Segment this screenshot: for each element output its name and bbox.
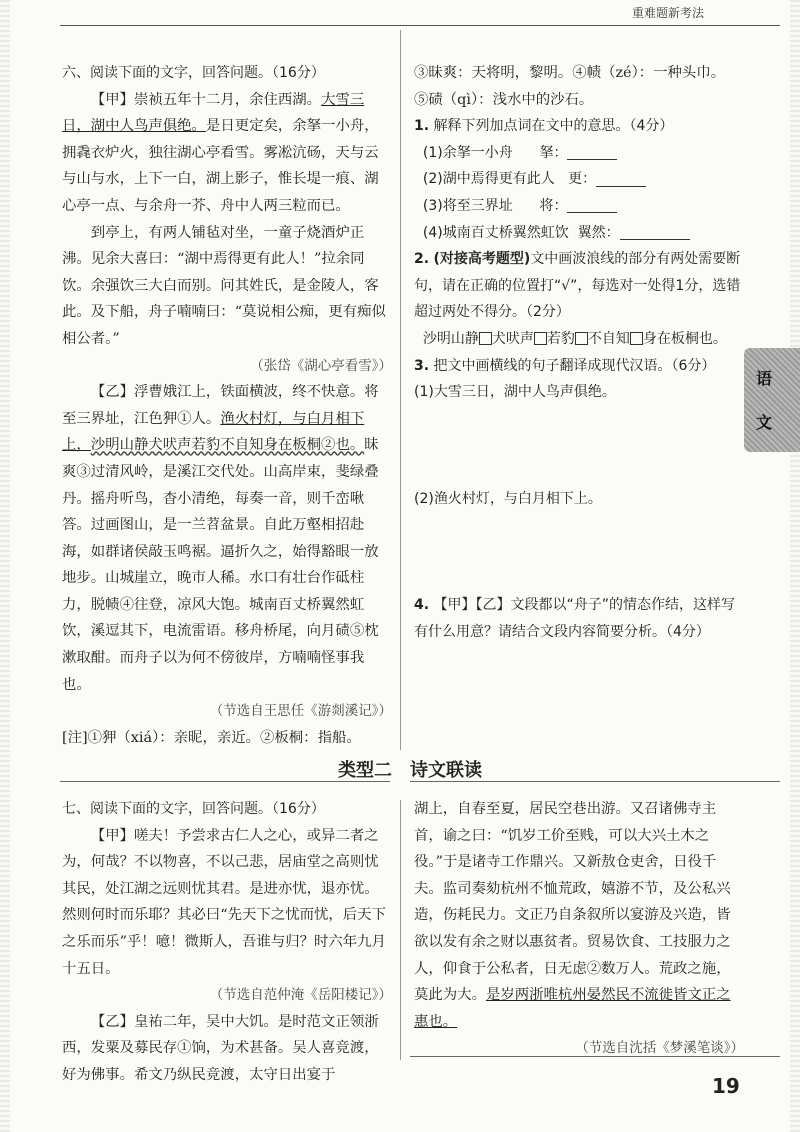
q6-yi-paragraph: 【乙】浮曹娥江上，铁面横波，终不快意。将至三界址，江色狎①人。渔火村灯，与白月相下上，沙明山静犬吠声若豹不自知身在板桐②也。昧爽③过清风岭，是溪江交代处。山高岸束，斐绿叠丹。摇舟听鸟，杳小清绝，每奏一音，则千峦啾答。过画图山，是一兰苕盆景。自此万壑相招赴海，如群诸侯敲玉鸣裾。逼折久之，始得豁眼一放地步。山城崖立，晚市人稀。水口有壮台作砥柱力，脱帻④往登，凉风大饱。城南百丈桥翼然虹饮，溪逗其下，电流雷语。移舟桥尾，向月碛⑤枕漱取酣。而舟子以为何不傍彼岸，方喃喃怪事我也。	[62, 384, 379, 693]
q6-left-column	[62, 60, 392, 751]
q6-jia-paragraph-2: 到亭上，有两人铺毡对坐，一童子烧酒炉正沸。见余大喜曰：“湖中焉得更有此人！”拉余同饮。余强饮三大白而别。问其姓氏，是金陵人，客此。及下船，舟子喃喃曰：“莫说相公痴，更有痴似相公者。”	[62, 224, 386, 347]
q7-yi-paragraph-a: 【乙】皇祐二年，吴中大饥。是时范文正领浙西，发粟及募民存①饷，为术甚备。吴人喜竞渡，好为佛事。希文乃纵民竞渡，太守日出宴于	[62, 1013, 379, 1083]
answer-blank[interactable]	[567, 198, 617, 213]
answer-blank[interactable]	[620, 225, 690, 240]
q6-sub1: 1. 解释下列加点词在文中的意思。（4分）	[414, 118, 674, 135]
q6-sub2: 2. (对接高考题型)文中画波浪线的部分有两处需要断句，请在正确的位置打“√”，每选对一处得1分，选错超过两处不得分。（2分）	[414, 251, 741, 321]
q7-yi-source: （节选自沈括《梦溪笔谈》）	[575, 1040, 744, 1057]
answer-space[interactable]	[414, 512, 744, 592]
q6-sub1-item-2: (2)湖中焉得更有此人 更：	[414, 166, 744, 193]
answer-blank[interactable]	[567, 145, 617, 160]
q6-notes-cont-1: ③昧爽：天将明，黎明。④帻（zé）：一种头巾。	[414, 65, 726, 81]
page-number: 19	[712, 1074, 740, 1098]
checkbox-slot[interactable]	[479, 332, 492, 345]
q7-jia-paragraph: 【甲】嗟夫！予尝求古仁人之心，或异二者之为，何哉？不以物喜，不以己悲，居庙堂之高则忧其民，处江湖之远则忧其君。是进亦忧，退亦忧。然则何时而乐耶？其必曰“先天下之忧而忧，后天下之乐而乐”乎！噫！微斯人，吾谁与归？时六年九月十五日。	[62, 827, 386, 977]
q6-sub3: 3. 把文中画横线的句子翻译成现代汉语。（6分）	[414, 357, 716, 374]
subject-side-tab	[744, 348, 800, 452]
q6-sub3-item-1: (1)大雪三日，湖中人鸟声俱绝。	[414, 384, 616, 401]
column-divider-top	[400, 30, 401, 750]
q7-left-column	[62, 796, 392, 1089]
page-edge-right	[790, 0, 800, 1132]
q7-jia-source: （节选自范仲淹《岳阳楼记》）	[209, 987, 392, 1004]
q7-right-column	[414, 796, 744, 1062]
column-divider-bottom	[400, 800, 401, 1060]
header-label: 重难题新考法	[632, 6, 705, 20]
bottom-rule	[410, 1056, 780, 1057]
section-title: 类型二 诗文联读	[338, 760, 482, 781]
checkbox-slot[interactable]	[575, 332, 588, 345]
section-rule-left	[60, 781, 390, 782]
q7-yi-paragraph-b: 湖上，自春至夏，居民空巷出游。又召诸佛寺主首，谕之曰：“饥岁工价至贱，可以大兴土木之役。”于是诸寺工作鼎兴。又新敖仓吏舍，日役千夫。监司奏劾杭州不恤荒政，嬉游不节，及公私兴造，伤耗民力。文正乃自条叙所以宴游及兴造，皆欲以发有余之财以惠贫者。贸易饮食、工技服力之人，仰食于公私者，日无虑②数万人。荒政之施，莫此为大。是岁两浙唯杭州晏然民不流徙皆文正之惠也。	[414, 801, 731, 1030]
q6-jia-source: （张岱《湖心亭看雪》）	[250, 357, 392, 374]
q6-yi-source: （节选自王思任《游剡溪记》）	[209, 703, 392, 720]
section-rule-right	[410, 781, 780, 782]
q6-sub3-item-2: (2)渔火村灯，与白月相下上。	[414, 490, 602, 507]
q6-notes: [注]①狎（xiá）：亲昵，亲近。②板桐：指船。	[62, 729, 361, 746]
q6-right-column	[414, 60, 744, 646]
side-tab-char-1: 语	[756, 369, 773, 388]
checkbox-slot[interactable]	[630, 332, 643, 345]
q6-sub1-item-3: (3)将至三界址 将：	[414, 193, 744, 220]
header-rule	[60, 25, 780, 26]
q6-jia-paragraph-1: 【甲】崇祯五年十二月，余住西湖。大雪三日，湖中人鸟声俱绝。是日更定矣，余拏一小舟，拥毳衣炉火，独往湖心亭看雪。雾凇沆砀，天与云与山与水，上下一白，湖上影子，惟长堤一痕、湖心亭一点、与余舟一芥、舟中人两三粒而已。	[62, 91, 379, 214]
side-tab-char-2: 文	[756, 413, 773, 432]
q6-sub1-item-4: (4)城南百丈桥翼然虹饮 翼然：	[414, 220, 744, 247]
q6-sub2-sentence: 沙明山静 犬吠声 若豹 不自知 身在板桐也。	[422, 330, 727, 347]
q7-title: 七、阅读下面的文字，回答问题。（16分）	[62, 801, 325, 817]
page-edge-left	[0, 0, 10, 1132]
answer-blank[interactable]	[596, 172, 646, 187]
q6-sub4: 4. 【甲】【乙】文段都以“舟子”的情态作结，这样写有什么用意？请结合文段内容简要分析。（4分）	[414, 597, 736, 640]
answer-space[interactable]	[414, 406, 744, 486]
q6-notes-cont-2: ⑤碛（qì）：浅水中的沙石。	[414, 91, 594, 108]
q6-sub1-item-1: (1)余拏一小舟 拏：	[414, 140, 744, 167]
q6-title: 六、阅读下面的文字，回答问题。（16分）	[62, 65, 325, 81]
checkbox-slot[interactable]	[534, 332, 547, 345]
